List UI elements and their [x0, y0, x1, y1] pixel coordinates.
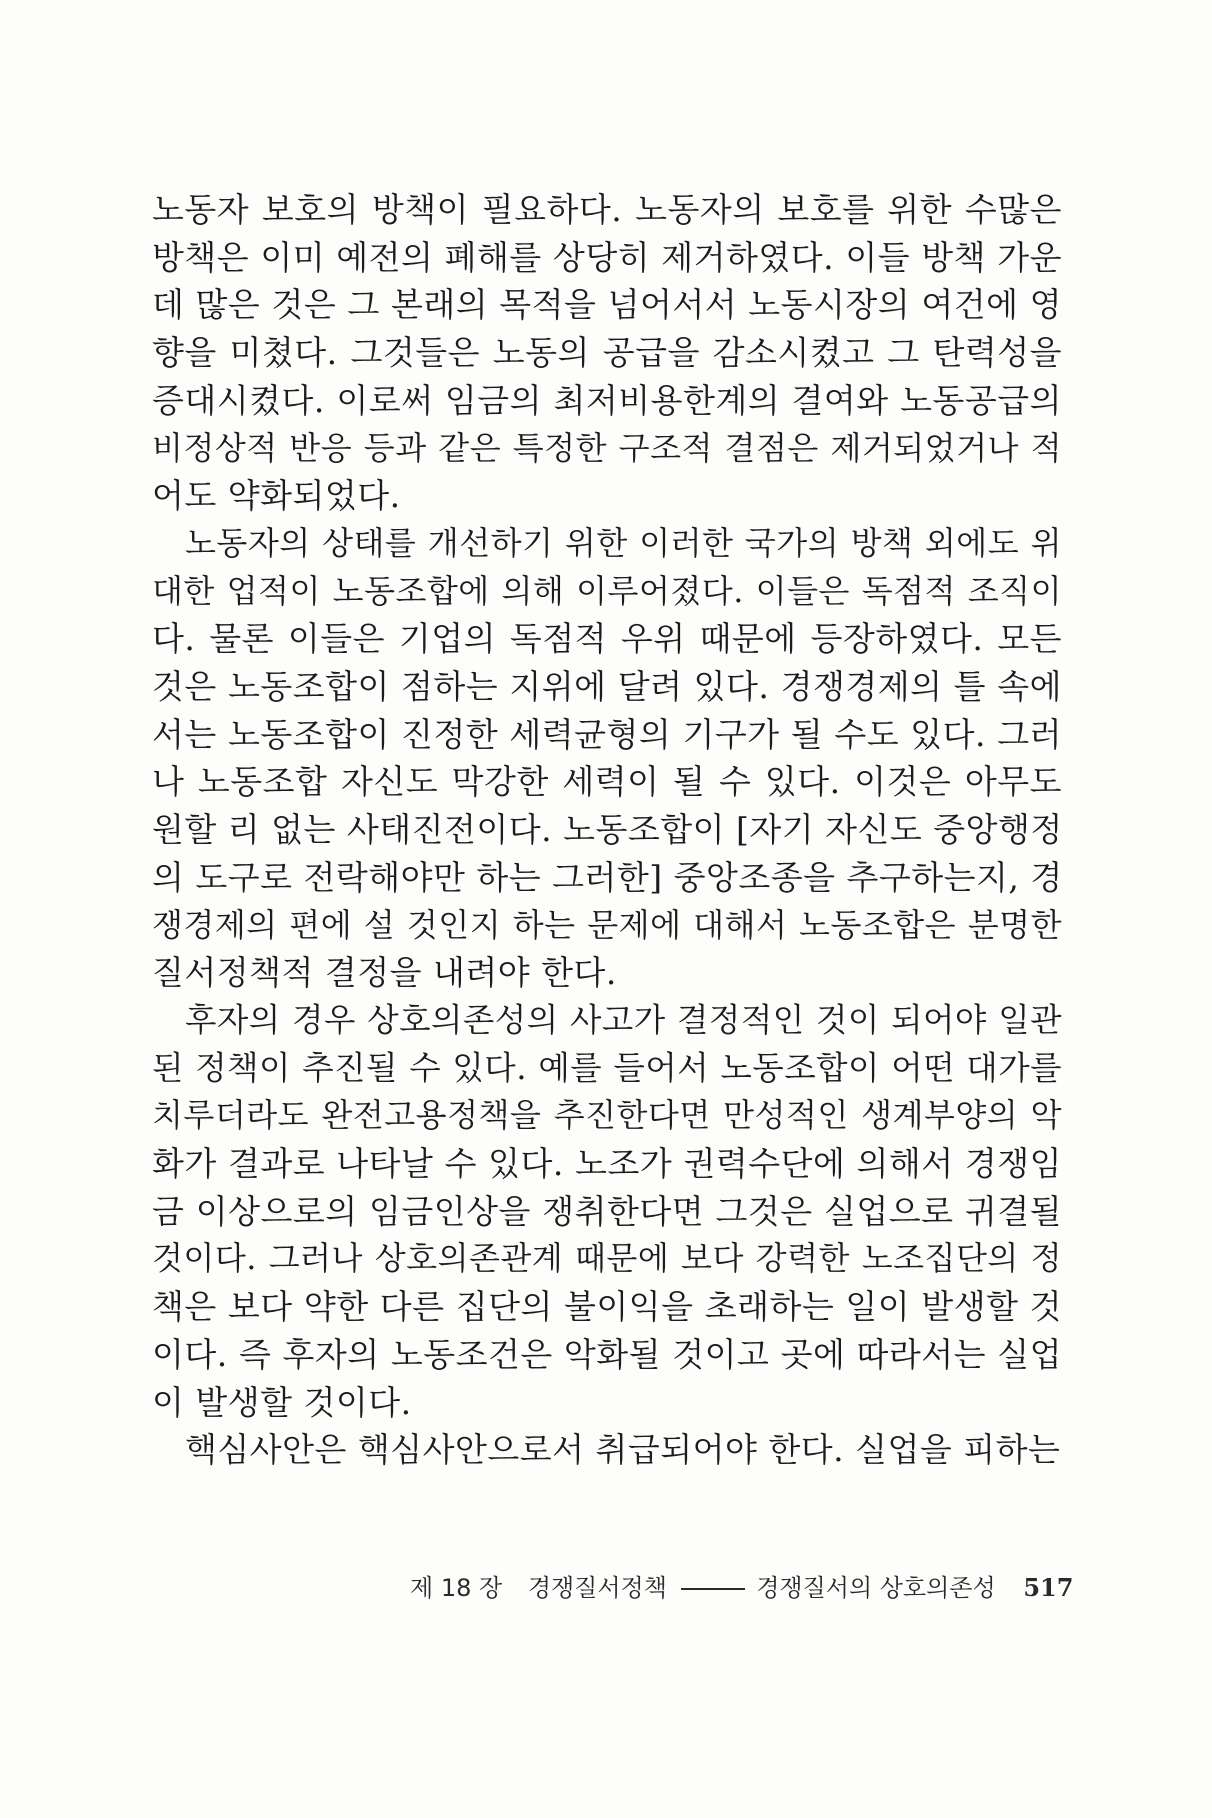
text-line: 대한 업적이 노동조합에 의해 이루어졌다. 이들은 독점적 조직이: [152, 571, 1062, 610]
text-line: 노동자 보호의 방책이 필요하다. 노동자의 보호를 위한 수많은: [152, 190, 1062, 229]
text-line: 치루더라도 완전고용정책을 추진한다면 만성적인 생계부양의 악: [152, 1096, 1062, 1135]
paragraph: [152, 520, 1062, 997]
text-line: 것은 노동조합이 점하는 지위에 달려 있다. 경쟁경제의 틀 속에: [152, 667, 1062, 707]
text-line: 서는 노동조합이 진정한 세력균형의 기구가 될 수도 있다. 그러: [152, 714, 1062, 754]
text-line: 화가 결과로 나타날 수 있다. 노조가 권력수단에 의해서 경쟁임: [152, 1144, 1062, 1184]
running-footer: [410, 1568, 1074, 1603]
text-line: 방책은 이미 예전의 폐해를 상당히 제거하였다. 이들 방책 가운: [152, 237, 1062, 277]
text-line: 나 노동조합 자신도 막강한 세력이 될 수 있다. 이것은 아무도: [152, 762, 1062, 802]
paragraph: [152, 997, 1062, 1426]
text-line: 다. 물론 이들은 기업의 독점적 우위 때문에 등장하였다. 모든: [152, 619, 1062, 659]
footer-dash: [681, 1588, 745, 1590]
text-line: 향을 미쳤다. 그것들은 노동의 공급을 감소시켰고 그 탄력성을: [152, 333, 1062, 373]
body-text: [152, 186, 1062, 1474]
text-line: 어도 약화되었다.: [152, 476, 401, 516]
text-line: 쟁경제의 편에 설 것인지 하는 문제에 대해서 노동조합은 분명한: [152, 905, 1062, 944]
text-line: 원할 리 없는 사태진전이다. 노동조합이 [자기 자신도 중앙행정: [152, 810, 1063, 850]
text-line: 증대시켰다. 이로써 임금의 최저비용한계의 결여와 노동공급의: [152, 380, 1062, 420]
text-line: 질서정책적 결정을 내려야 한다.: [152, 953, 617, 993]
text-line: 것이다. 그러나 상호의존관계 때문에 보다 강력한 노조집단의 정: [152, 1239, 1062, 1278]
text-line: 비정상적 반응 등과 같은 특정한 구조적 결점은 제거되었거나 적: [152, 428, 1062, 467]
text-line: 후자의 경우 상호의존성의 사고가 결정적인 것이 되어야 일관: [185, 1000, 1062, 1039]
chapter-label: 제 18 장: [410, 1574, 503, 1602]
text-line: 금 이상으로의 임금인상을 쟁취한다면 그것은 실업으로 귀결될: [152, 1191, 1062, 1231]
section-subtitle: 경쟁질서의 상호의존성: [756, 1574, 996, 1602]
text-line: 이다. 즉 후자의 노동조건은 악화될 것이고 곳에 따라서는 실업: [152, 1334, 1062, 1374]
text-line: 이 발생할 것이다.: [152, 1382, 412, 1422]
section-title: 경쟁질서정책: [527, 1574, 667, 1602]
paragraph: [152, 1426, 1062, 1474]
page-number: 517: [1023, 1573, 1074, 1602]
text-line: 책은 보다 약한 다른 집단의 불이익을 초래하는 일이 발생할 것: [152, 1287, 1062, 1327]
text-line: 핵심사안은 핵심사안으로서 취급되어야 한다. 실업을 피하는: [185, 1430, 1061, 1470]
text-line: 의 도구로 전락해야만 하는 그러한] 중앙조종을 추구하는지, 경: [152, 857, 1063, 897]
text-line: 된 정책이 추진될 수 있다. 예를 들어서 노동조합이 어떤 대가를: [152, 1048, 1062, 1087]
text-line: 노동자의 상태를 개선하기 위한 이러한 국가의 방책 외에도 위: [185, 523, 1062, 562]
text-line: 데 많은 것은 그 본래의 목적을 넘어서서 노동시장의 여건에 영: [152, 285, 1062, 325]
paragraph: [152, 186, 1062, 520]
